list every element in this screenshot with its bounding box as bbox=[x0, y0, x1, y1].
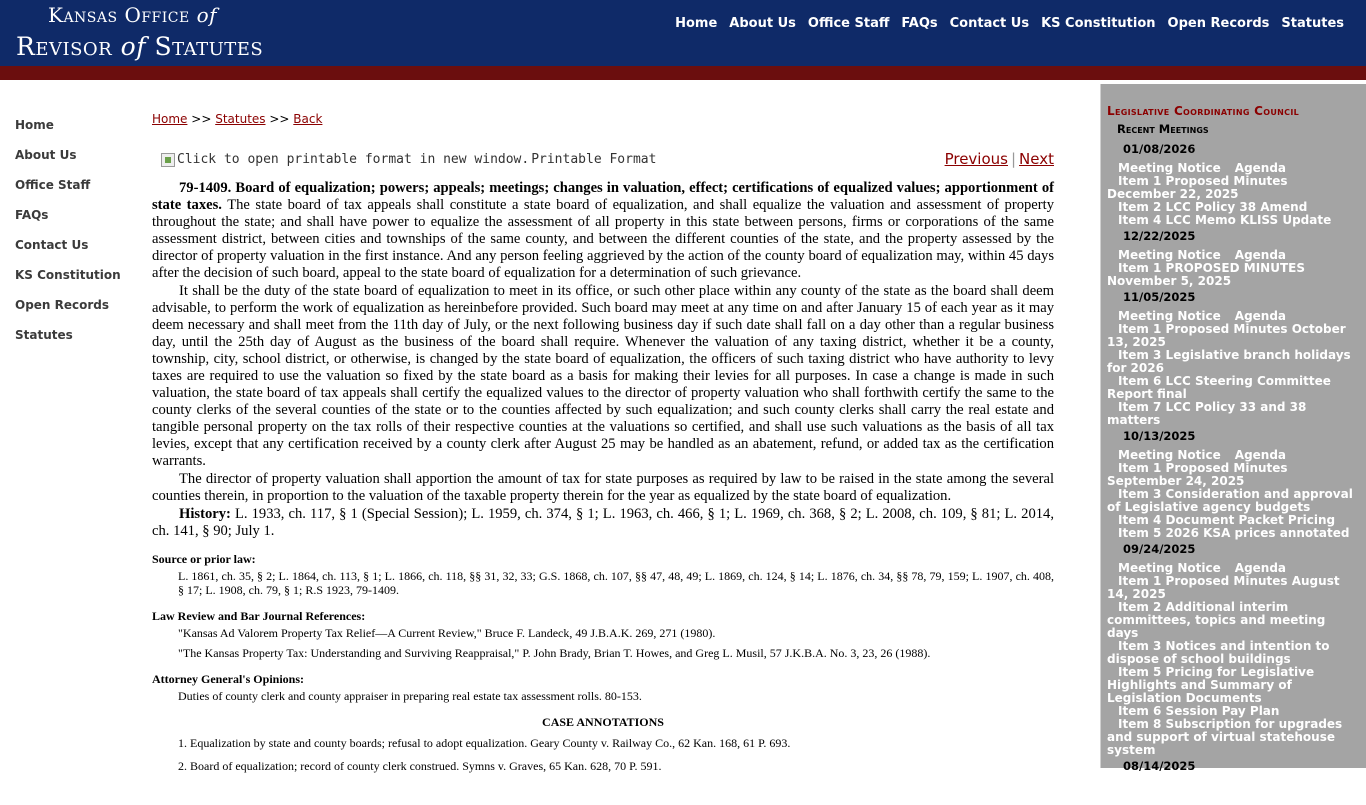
leftnav-statutes[interactable]: Statutes bbox=[15, 328, 73, 342]
statute-paragraph-1: 79-1409. Board of equalization; powers; appeals; meetings; changes in valuation, effect; certifications of equalized values; apportionment of state taxes. The state board of tax appeals shall constitute a state board of equalization, and shall equalize the valuation and assessment of property throughout the state; and shall have power to equalize the assessment of all property in this state between persons, firms or corporations of the same assessment district, between cities and townships of the same county, and between the different counties of the state, and the property assessed by the director of property valuation in the first instance. And any person feeling aggrieved by the action of the county board of equalization may, within 45 days after the decision of such board, appeal to the state board of equalization for a determination of such grievance. bbox=[152, 180, 1054, 281]
ag-opinions-section bbox=[152, 672, 1054, 703]
case-annotation: 1. Equalization by state and county boards; refusal to adopt equalization. Geary County v. Railway Co., 62 Kan. 168, 61 P. 693. bbox=[178, 736, 791, 750]
main-content bbox=[152, 112, 1054, 782]
meeting-notice-link[interactable]: Meeting Notice bbox=[1118, 309, 1221, 323]
agenda-link[interactable]: Agenda bbox=[1234, 309, 1287, 323]
print-pager-row bbox=[152, 148, 1054, 172]
meeting-doc-link[interactable]: Item 1 Proposed Minutes December 22, 2025 bbox=[1107, 174, 1288, 201]
leftnav-ks-constitution[interactable]: KS Constitution bbox=[15, 268, 121, 282]
agenda-link[interactable]: Agenda bbox=[1234, 561, 1287, 575]
logo-line-2: Revisor of Statutes bbox=[16, 32, 264, 61]
meeting-doc-link[interactable]: Item 6 Session Pay Plan bbox=[1118, 704, 1280, 718]
meeting-doc-link[interactable]: Item 8 Subscription for upgrades and support of virtual statehouse system bbox=[1107, 717, 1343, 757]
meeting-date: 10/13/2025 bbox=[1123, 429, 1196, 443]
left-navigation bbox=[15, 118, 140, 358]
meeting-doc-link[interactable]: Item 1 PROPOSED MINUTES November 5, 2025 bbox=[1107, 261, 1305, 288]
meeting-notice-link[interactable]: Meeting Notice bbox=[1118, 778, 1221, 792]
meeting-doc-link[interactable]: Item 2 LCC Policy 38 Amend bbox=[1118, 200, 1308, 214]
breadcrumb-statutes[interactable]: Statutes bbox=[215, 112, 266, 126]
breadcrumb-back[interactable]: Back bbox=[293, 112, 323, 126]
statute-paragraph-2: It shall be the duty of the state board of equalization to meet in its office, or such other place within any county of the state as the board shall deem advisable, to perform the work of equalization as hereinbefore provided. Such board may meet at any time on and after January 15 of each year as it may deem necessary and shall meet from the 11th day of July, or the next following business day if such date shall fall on a day other than a regular business day, until the 25th day of August as the business of the board shall require. Whenever the valuation of any taxing district, whether it be a county, township, city, school district, or otherwise, is changed by the state board of equalization, the officers of such taxing district who have authority to levy taxes are required to use the valuation so fixed by the state board as a basis for making their levies for all purposes. In case a change is made in such valuation, the state board of tax appeals shall certify the equalized values to the director of property valuation who shall forthwith certify the same to the county clerks of the several counties of the state or to the counties affected by such equalization; and such county clerks shall carry the real estate and tangible personal property on the tax rolls of their respective counties at the valuations so certified, and shall use such valuations as the basis of all tax levies, except that any certification received by a county clerk after August 25 may be handled as an abatement, refund, or added tax as the certification warrants. bbox=[152, 283, 1054, 469]
statute-history: History: L. 1933, ch. 117, § 1 (Special Session); L. 1959, ch. 374, § 1; L. 1963, ch. 466, § 1; L. 1969, ch. 368, § 2; L. 2008, ch. 109, § 81; L. 2014, ch. 141, § 90; July 1. bbox=[152, 506, 1054, 539]
top-navigation bbox=[663, 16, 1344, 31]
pager bbox=[945, 150, 1054, 168]
meeting-doc-link[interactable]: Item 4 Document Packet Pricing bbox=[1118, 513, 1336, 527]
meeting-notice-link[interactable]: Meeting Notice bbox=[1118, 448, 1221, 462]
source-section bbox=[152, 552, 1054, 597]
statute-text bbox=[152, 180, 1054, 540]
statute-heading: 79-1409. Board of equalization; powers; appeals; meetings; changes in valuation, effect; certifications of equalized values; apportionment of state taxes. bbox=[152, 180, 1054, 213]
breadcrumb bbox=[152, 112, 1054, 126]
logo-line-1: Kansas Office of bbox=[48, 3, 218, 27]
meeting-doc-link[interactable]: Item 3 Legislative branch holidays for 2026 bbox=[1107, 348, 1351, 375]
law-review-label: Law Review and Bar Journal References: bbox=[152, 609, 366, 623]
next-link[interactable]: Next bbox=[1019, 150, 1054, 168]
ag-opinion-text: Duties of county clerk and county appraiser in preparing real estate tax assessment rolls. 80-153. bbox=[178, 689, 642, 703]
breadcrumb-home[interactable]: Home bbox=[152, 112, 188, 126]
meeting-date: 08/14/2025 bbox=[1123, 759, 1196, 773]
agenda-link[interactable]: Agenda bbox=[1234, 778, 1287, 792]
printable-image-alt: Click to open printable format in new window. bbox=[177, 152, 530, 167]
law-review-section bbox=[152, 609, 1054, 660]
topnav-about-us[interactable]: About Us bbox=[729, 16, 796, 31]
leftnav-open-records[interactable]: Open Records bbox=[15, 298, 110, 312]
breadcrumb-separator: >> bbox=[191, 112, 212, 126]
ag-opinions-label: Attorney General's Opinions: bbox=[152, 672, 304, 686]
meeting-date: 01/08/2026 bbox=[1123, 142, 1196, 156]
leftnav-about-us[interactable]: About Us bbox=[15, 148, 77, 162]
meeting-doc-link[interactable]: Item 3 Notices and intention to dispose of school buildings bbox=[1107, 639, 1330, 666]
topnav-ks-constitution[interactable]: KS Constitution bbox=[1041, 16, 1156, 31]
meeting-notice-link[interactable]: Meeting Notice bbox=[1118, 248, 1221, 262]
topnav-office-staff[interactable]: Office Staff bbox=[807, 16, 890, 31]
meeting-doc-link[interactable]: Item 3 Consideration and approval of Legislative agency budgets bbox=[1107, 487, 1353, 514]
meeting-date: 12/22/2025 bbox=[1123, 229, 1196, 243]
law-review-ref: "Kansas Ad Valorem Property Tax Relief—A Current Review," Bruce F. Landeck, 49 J.B.A.K. 269, 271 (1980). bbox=[178, 626, 716, 640]
pager-separator: | bbox=[1010, 150, 1017, 168]
topnav-contact-us[interactable]: Contact Us bbox=[949, 16, 1030, 31]
case-annotation: 2. Board of equalization; record of county clerk construed. Symns v. Graves, 65 Kan. 628, 70 P. 591. bbox=[178, 759, 662, 773]
site-header bbox=[0, 0, 1366, 66]
law-review-ref: "The Kansas Property Tax: Understanding and Surviving Reappraisal," P. John Brady, Brian T. Howes, and Greg L. Musil, 57 J.K.B.A. No. 3, 23, 26 (1988). bbox=[178, 646, 931, 660]
meeting-doc-link[interactable]: Item 7 LCC Policy 33 and 38 matters bbox=[1107, 400, 1307, 427]
meeting-doc-link[interactable]: Item 6 LCC Steering Committee Report final bbox=[1107, 374, 1331, 401]
meeting-doc-link[interactable]: Item 2 Additional interim committees, topics and meeting days bbox=[1107, 600, 1326, 640]
previous-link[interactable]: Previous bbox=[944, 150, 1008, 168]
agenda-link[interactable]: Agenda bbox=[1234, 161, 1287, 175]
meeting-doc-link[interactable]: Item 5 Pricing for Legislative Highlights and Summary of Legislation Documents bbox=[1107, 665, 1315, 705]
meeting-doc-link[interactable]: Item 1 Proposed Minutes September 24, 2025 bbox=[1107, 461, 1288, 488]
meeting-doc-link[interactable]: Item 1 Proposed Minutes August 14, 2025 bbox=[1107, 574, 1340, 601]
meeting-doc-link[interactable]: Item 1 Proposed Minutes October 13, 2025 bbox=[1107, 322, 1346, 349]
meeting-date: 09/24/2025 bbox=[1123, 542, 1196, 556]
meeting-notice-link[interactable]: Meeting Notice bbox=[1118, 561, 1221, 575]
meeting-notice-link[interactable]: Meeting Notice bbox=[1118, 161, 1221, 175]
meeting-date: 11/05/2025 bbox=[1123, 290, 1196, 304]
printable-format-label: Printable Format bbox=[531, 152, 657, 167]
topnav-open-records[interactable]: Open Records bbox=[1167, 16, 1270, 31]
meeting-doc-link[interactable]: Item 4 LCC Memo KLISS Update bbox=[1118, 213, 1332, 227]
meeting-doc-link[interactable]: Item 5 2026 KSA prices annotated bbox=[1118, 526, 1350, 540]
breadcrumb-separator: >> bbox=[269, 112, 290, 126]
agenda-link[interactable]: Agenda bbox=[1234, 448, 1287, 462]
meeting-doc-link[interactable]: Item 1 Proposed Minutes July 7 bbox=[1118, 791, 1330, 805]
lcc-title: Legislative Coordinating Council bbox=[1107, 104, 1300, 118]
topnav-statutes[interactable]: Statutes bbox=[1281, 16, 1344, 31]
header-accent-bar bbox=[0, 66, 1366, 80]
agenda-link[interactable]: Agenda bbox=[1234, 248, 1287, 262]
source-text: L. 1861, ch. 35, § 2; L. 1864, ch. 113, § 1; L. 1866, ch. 118, §§ 31, 32, 33; G.S. 1868, ch. 107, §§ 47, 48, 49; L. 1869, ch. 124, § 14; L. 1876, ch. 34, §§ 78, 79, 159; L. 1907, ch. 408, § 17; L. 1908, ch. 79, § 1; R.S 1923, 79-1409. bbox=[178, 569, 1054, 597]
printable-format-link[interactable] bbox=[161, 152, 656, 167]
case-annotations-heading: CASE ANNOTATIONS bbox=[542, 715, 664, 729]
recent-meetings-heading: Recent Meetings bbox=[1117, 122, 1209, 136]
broken-image-icon bbox=[161, 153, 175, 167]
leftnav-home[interactable]: Home bbox=[15, 118, 54, 132]
source-label: Source or prior law: bbox=[152, 552, 256, 566]
lcc-sidebar bbox=[1100, 84, 1366, 805]
topnav-faqs[interactable]: FAQs bbox=[901, 16, 938, 31]
leftnav-contact-us[interactable]: Contact Us bbox=[15, 238, 89, 252]
leftnav-office-staff[interactable]: Office Staff bbox=[15, 178, 91, 192]
topnav-home[interactable]: Home bbox=[675, 16, 718, 31]
leftnav-faqs[interactable]: FAQs bbox=[15, 208, 49, 222]
statute-paragraph-3: The director of property valuation shall apportion the amount of tax for state purposes as required by law to be raised in the state among the several counties therein, in proportion to the valuation of the taxable property therein for the year as equalized by the state board of equalization. bbox=[152, 471, 1054, 504]
